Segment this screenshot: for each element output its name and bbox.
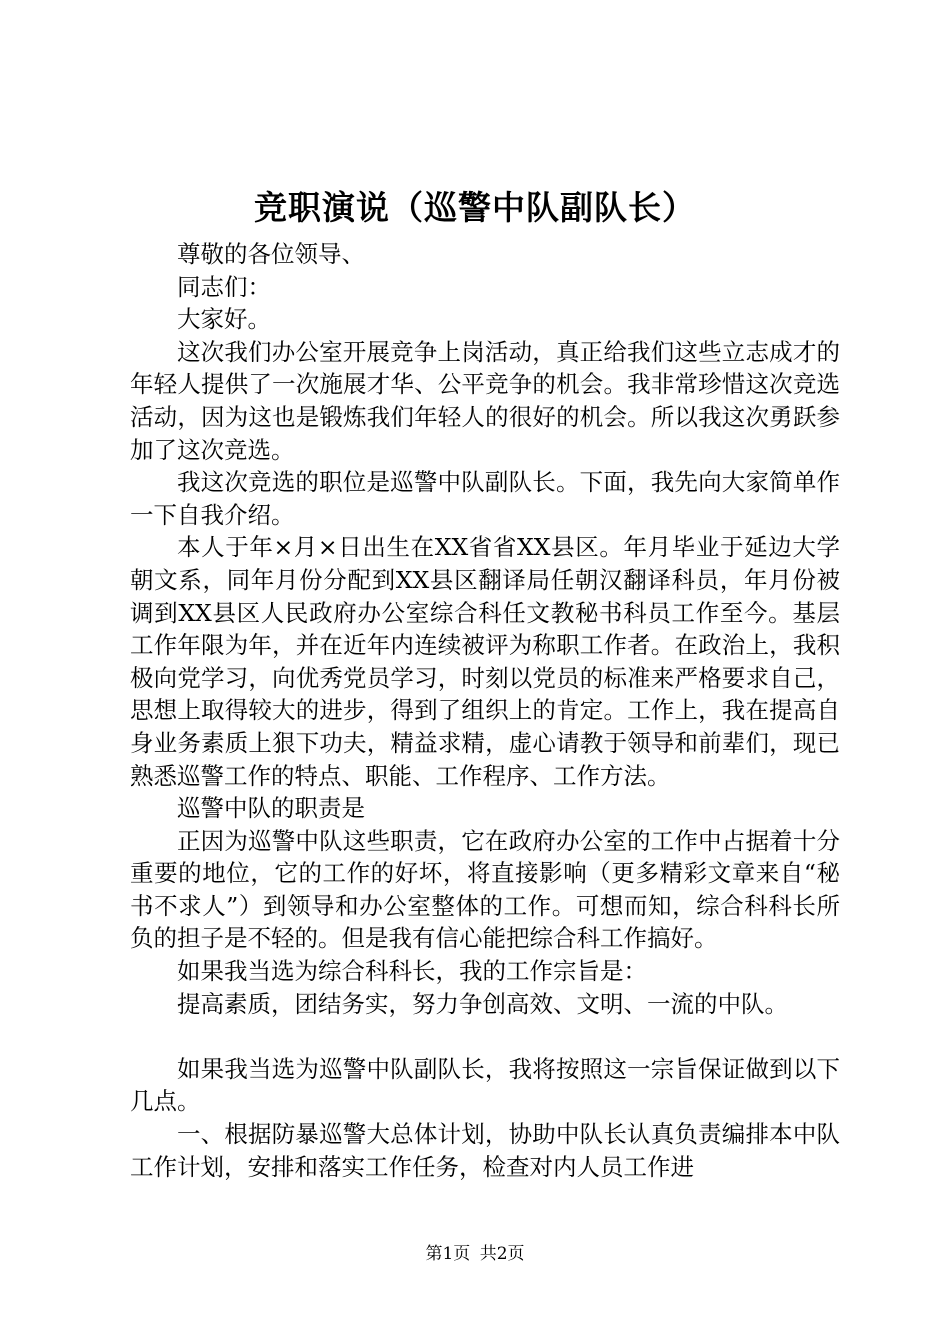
paragraph: 巡警中队的职责是 [177,794,365,823]
paragraph: 这次我们办公室开展竞争上岗活动，真正给我们这些立志成才的年轻人提供了一次施展才华、公平竞争的机会。我非常珍惜这次竞选活动，因为这也是锻炼我们年轻人的很好的机会。所以我这次勇跃参加了这次竞选。 [130,337,840,464]
page-title: 竞职演说（巡警中队副队长） [254,188,696,227]
page-total: 共2页 [479,1244,525,1264]
page-number: 第1页 [425,1244,471,1264]
salutation-line: 同志们： [177,272,271,301]
salutation-line: 尊敬的各位领导、 [177,240,365,268]
document-body [130,238,840,1183]
greeting-line: 大家好。 [177,305,271,334]
page-footer [0,1242,950,1266]
paragraph: 一、根据防暴巡警大总体计划，协助中队长认真负责编排本中队工作计划，安排和落实工作任务，检查对内人员工作进 [130,1120,840,1181]
paragraph: 正因为巡警中队这些职责，它在政府办公室的工作中占据着十分重要的地位，它的工作的好坏，将直接影响（更多精彩文章来自“秘书不求人”）到领导和办公室整体的工作。可想而知，综合科科长所负的担子是不轻的。但是我有信心能把综合科工作搞好。 [130,826,840,953]
paragraph: 提高素质，团结务实，努力争创高效、文明、一流的中队。 [177,989,788,1018]
paragraph: 我这次竞选的职位是巡警中队副队长。下面，我先向大家简单作一下自我介绍。 [130,468,840,529]
paragraph: 如果我当选为巡警中队副队长，我将按照这一宗旨保证做到以下几点。 [130,1054,840,1116]
blank-line [130,1020,840,1053]
paragraph: 本人于年×月×日出生在XX省省XX县区。年月毕业于延边大学朝文系，同年月份分配到XX县区翻译局任朝汉翻译科员，年月份被调到XX县区人民政府办公室综合科任文教秘书科员工作至今。基层工作年限为年，并在近年内连续被评为称职工作者。在政治上，我积极向党学习，向优秀党员学习，时刻以党员的标准来严格要求自己，思想上取得较大的进步，得到了组织上的肯定。工作上，我在提高自身业务素质上狠下功夫，精益求精，虚心请教于领导和前辈们，现已熟悉巡警工作的特点、职能、工作程序、工作方法。 [130,533,840,790]
paragraph: 如果我当选为综合科科长，我的工作宗旨是： [177,957,647,986]
